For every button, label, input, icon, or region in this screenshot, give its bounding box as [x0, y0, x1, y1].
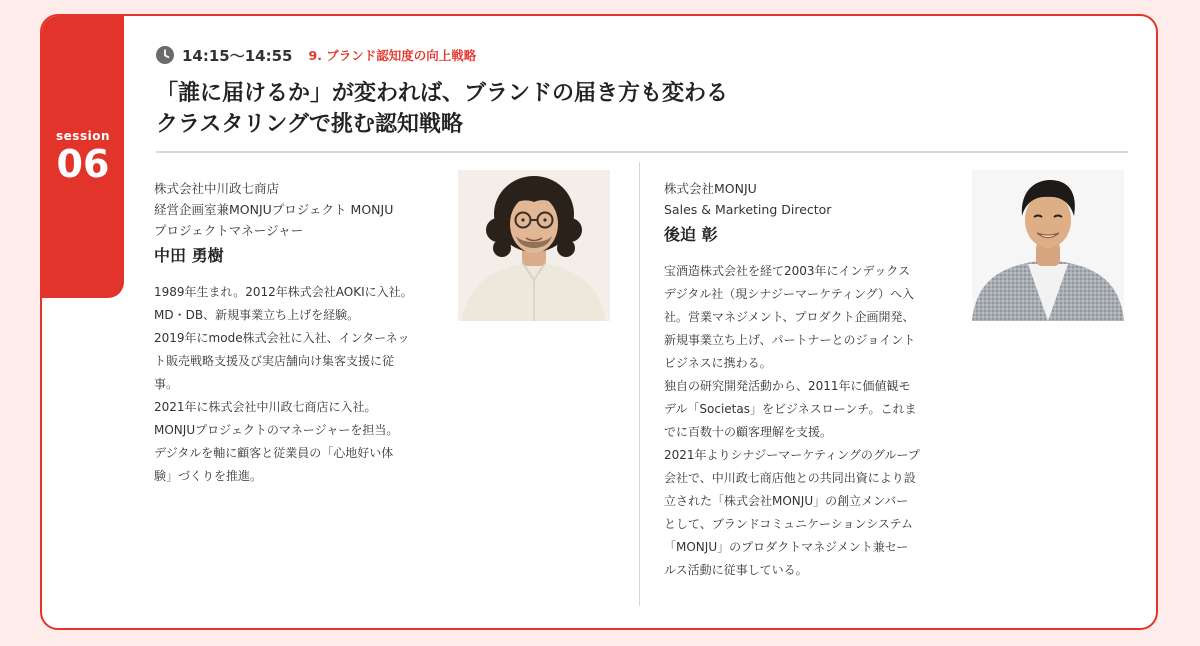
bio-line: 新規事業立ち上げ、パートナーとのジョイント [664, 333, 916, 347]
speaker-name: 後迫 彰 [664, 225, 718, 244]
speaker-bio [154, 281, 444, 488]
bio-line: デル「Societas」をビジネスローンチ。これま [664, 402, 917, 416]
bio-line: デジタル社（現シナジーマーケティング）へ入 [664, 287, 914, 301]
affiliation-line: 株式会社中川政七商店 [154, 181, 280, 196]
session-badge [42, 16, 124, 298]
bio-line: 会社で、中川政七商店他との共同出資により設 [664, 471, 916, 485]
header-divider [156, 151, 1128, 153]
affiliation-line: プロジェクトマネージャー [154, 223, 304, 238]
speaker-photo-1 [458, 170, 610, 321]
bio-line: ト販売戦略支援及び実店舗向け集客支援に従 [154, 354, 395, 368]
column-divider [639, 162, 640, 606]
bio-line: ビジネスに携わる。 [664, 356, 772, 370]
session-label: session [56, 129, 110, 143]
bio-line: 事。 [154, 377, 179, 391]
bio-line: 「MONJU」のプロダクトマネジメント兼セー [664, 540, 909, 554]
bio-line: 独自の研究開発活動から、2011年に価値観モ [664, 379, 911, 393]
bio-line: MD・DB、新規事業立ち上げを経験。 [154, 308, 360, 322]
bio-line: 宝酒造株式会社を経て2003年にインデックス [664, 264, 911, 278]
bio-line: として、ブランドコミュニケーションシステム [664, 517, 914, 531]
bio-line: 2021年に株式会社中川政七商店に入社。 [154, 400, 377, 414]
session-title-line-1: 「誰に届けるか」が変われば、ブランドの届き方も変わる [156, 81, 729, 106]
affiliation-line: 株式会社MONJU [664, 181, 757, 196]
session-time: 14:15〜14:55 [182, 46, 293, 65]
session-card [40, 14, 1158, 630]
session-number: 06 [56, 142, 110, 186]
session-category: 9. ブランド認知度の向上戦略 [308, 48, 477, 63]
session-meta [156, 44, 476, 66]
session-title-line-2: クラスタリングで挑む認知戦略 [156, 112, 463, 137]
speaker-photo-2 [972, 170, 1124, 321]
speaker-bio [664, 260, 964, 582]
affiliation-line: Sales & Marketing Director [664, 202, 832, 217]
speaker-name: 中田 勇樹 [154, 246, 224, 265]
clock-icon [156, 46, 174, 64]
bio-line: 2019年にmode株式会社に入社、インターネッ [154, 331, 410, 345]
bio-line: MONJUプロジェクトのマネージャーを担当。 [154, 423, 399, 437]
bio-line: 社。営業マネジメント、プロダクト企画開発、 [664, 310, 915, 324]
bio-line: 1989年生まれ。2012年株式会社AOKIに入社。 [154, 285, 413, 299]
bio-line: 2021年よりシナジーマーケティングのグループ [664, 448, 920, 462]
bio-line: 験」づくりを推進。 [154, 469, 263, 483]
bio-line: 立された「株式会社MONJU」の創立メンバー [664, 494, 909, 508]
bio-line: デジタルを軸に顧客と従業員の「心地好い体 [154, 446, 394, 460]
affiliation-line: 経営企画室兼MONJUプロジェクト MONJU [154, 202, 394, 217]
bio-line: ルス活動に従事している。 [664, 563, 808, 577]
session-title [156, 78, 1136, 140]
bio-line: でに百数十の顧客理解を支援。 [664, 425, 833, 439]
